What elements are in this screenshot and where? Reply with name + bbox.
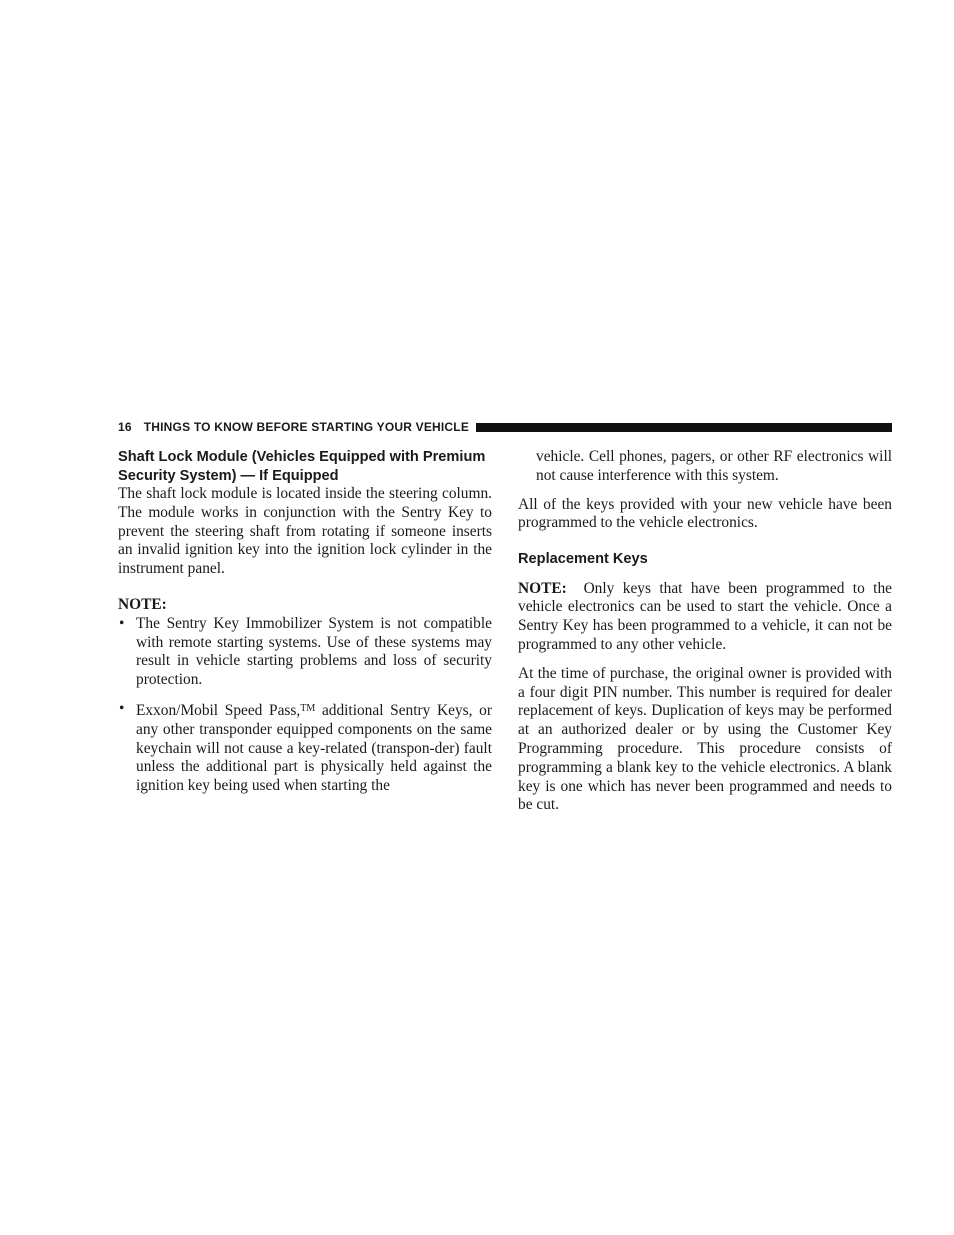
bullet-dot: • [119,614,125,632]
trademark-mark: TM [300,702,316,714]
section-title: THINGS TO KNOW BEFORE STARTING YOUR VEHICLE [143,420,470,434]
replacement-keys-heading: Replacement Keys [518,551,648,568]
bullet-item [118,615,492,690]
bullet-item [118,700,492,796]
bullet-text-immobilizer: The Sentry Key Immobilizer System is not compatible with remote starting systems. Use of these systems may result in vehicle starting problems and loss of security protection. [136,614,492,689]
note-label: NOTE: [518,579,567,597]
speedpass-continued: additional Sentry Keys, or any other transponder equipped components on the same keychain will not cause a key-related (transpon-der) fault unless the additional part is physically held against the ignition key being used when starting the [136,701,492,795]
shaft-lock-intro: The shaft lock module is located inside the steering column. The module works in conjunction with the Sentry Key to prevent the steering shaft from rotating if someone inserts an invalid ignition key into the ignition lock cylinder in the instrument panel. [118,485,492,578]
note-label: NOTE: [118,595,167,613]
left-column [118,448,492,796]
header-rule [476,423,892,432]
replacement-note-text: Only keys that have been programmed to the vehicle electronics can be used to start the vehicle. Once a Sentry Key has been programmed to a vehicle, it can not be programmed to any other vehicle. [518,579,892,654]
page-number: 16 [118,420,132,434]
keys-programmed-paragraph: All of the keys provided with your new vehicle have been programmed to the vehicle electronics. [518,495,892,532]
replacement-note [518,580,892,655]
speedpass-text: Exxon/Mobil Speed Pass, [136,701,301,719]
bullet-continuation: vehicle. Cell phones, pagers, or other RF electronics will not cause interference with this system. [536,448,892,484]
purchase-paragraph: At the time of purchase, the original owner is provided with a four digit PIN number. This number is required for dealer replacement of keys. Duplication of keys may be performed at an authorized dealer or by using the Customer Key Programming procedure. This procedure consists of programming a blank key to the vehicle electronics. A blank key is one which has never been programmed and needs to be cut. [518,664,892,814]
right-column [518,448,892,815]
bullet-dot: • [119,699,125,717]
bullet-text-speedpass [136,700,492,796]
shaft-lock-heading: Shaft Lock Module (Vehicles Equipped with Premium Security System) — If Equipped [118,449,486,484]
page-header [118,419,892,435]
